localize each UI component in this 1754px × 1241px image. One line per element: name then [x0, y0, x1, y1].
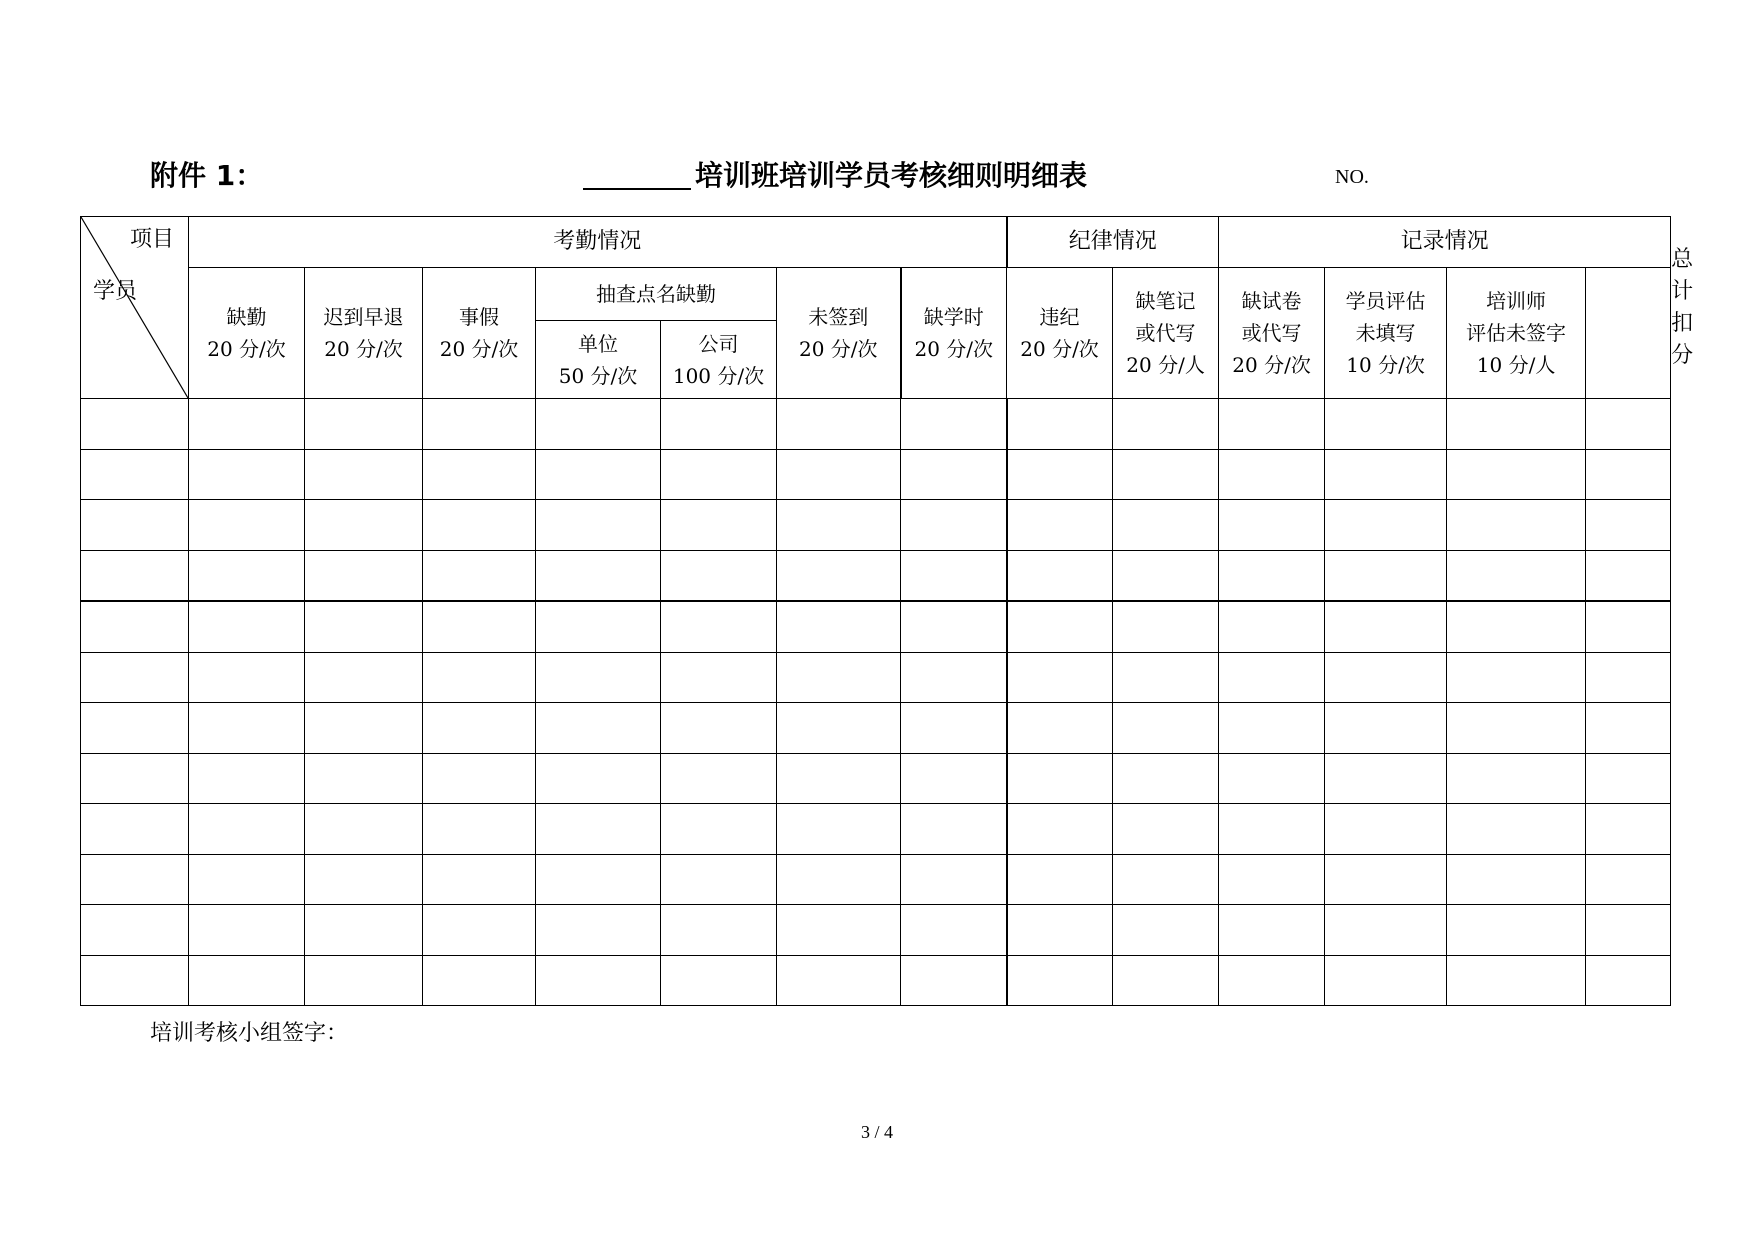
score-cell[interactable] — [189, 955, 305, 1006]
score-cell[interactable] — [423, 753, 536, 804]
score-cell[interactable] — [1586, 804, 1671, 855]
table-row — [81, 550, 1671, 601]
score-cell[interactable] — [777, 955, 901, 1006]
score-cell[interactable] — [1447, 399, 1586, 450]
score-cell[interactable] — [1007, 804, 1113, 855]
score-cell[interactable] — [189, 550, 305, 601]
score-cell[interactable] — [661, 703, 777, 754]
score-cell[interactable] — [1586, 601, 1671, 652]
score-cell[interactable] — [423, 703, 536, 754]
score-cell[interactable] — [777, 399, 901, 450]
score-cell[interactable] — [1219, 449, 1325, 500]
student-cell[interactable] — [81, 652, 189, 703]
col-leave-header: 事假 20 分/次 — [423, 268, 536, 399]
score-cell[interactable] — [901, 449, 1007, 500]
score-cell[interactable] — [305, 500, 423, 551]
score-cell[interactable] — [1007, 550, 1113, 601]
score-cell[interactable] — [1113, 500, 1219, 551]
score-cell[interactable] — [536, 550, 661, 601]
score-cell[interactable] — [661, 854, 777, 905]
score-cell[interactable] — [777, 804, 901, 855]
score-cell[interactable] — [661, 905, 777, 956]
student-cell[interactable] — [81, 804, 189, 855]
score-cell[interactable] — [901, 955, 1007, 1006]
score-cell[interactable] — [1325, 652, 1447, 703]
score-cell[interactable] — [1219, 500, 1325, 551]
score-cell[interactable] — [1219, 550, 1325, 601]
score-cell[interactable] — [777, 905, 901, 956]
score-cell[interactable] — [661, 955, 777, 1006]
col-absence-header: 缺勤 20 分/次 — [189, 268, 305, 399]
score-cell[interactable] — [661, 804, 777, 855]
score-cell[interactable] — [1447, 804, 1586, 855]
number-label: NO. — [1335, 166, 1369, 188]
score-cell[interactable] — [536, 652, 661, 703]
col-trainer-header: 培训师 评估未签字 10 分/人 — [1447, 268, 1586, 399]
score-cell[interactable] — [305, 652, 423, 703]
score-cell[interactable] — [189, 652, 305, 703]
score-cell[interactable] — [1325, 703, 1447, 754]
score-cell[interactable] — [1113, 652, 1219, 703]
score-cell[interactable] — [536, 804, 661, 855]
student-cell[interactable] — [81, 399, 189, 450]
score-cell[interactable] — [1007, 601, 1113, 652]
corner-header-cell — [81, 217, 189, 399]
title-blank-line — [583, 188, 691, 190]
score-cell[interactable] — [661, 652, 777, 703]
score-cell[interactable] — [1586, 500, 1671, 551]
annex-label: 附件 1： — [150, 159, 264, 192]
score-cell[interactable] — [536, 955, 661, 1006]
score-cell[interactable] — [1113, 601, 1219, 652]
score-cell[interactable] — [305, 955, 423, 1006]
score-cell[interactable] — [661, 500, 777, 551]
score-cell[interactable] — [1219, 905, 1325, 956]
col-exam-header: 缺试卷 或代写 20 分/次 — [1219, 268, 1325, 399]
table-row — [81, 955, 1671, 1006]
score-cell[interactable] — [901, 854, 1007, 905]
score-cell[interactable] — [777, 500, 901, 551]
score-cell[interactable] — [1447, 854, 1586, 905]
score-cell[interactable] — [189, 905, 305, 956]
score-cell[interactable] — [305, 449, 423, 500]
score-cell[interactable] — [1447, 449, 1586, 500]
score-cell[interactable] — [1586, 703, 1671, 754]
score-cell[interactable] — [901, 399, 1007, 450]
student-cell[interactable] — [81, 500, 189, 551]
score-cell[interactable] — [1113, 804, 1219, 855]
score-cell[interactable] — [1007, 955, 1113, 1006]
score-cell[interactable] — [189, 703, 305, 754]
score-cell[interactable] — [423, 399, 536, 450]
score-cell[interactable] — [189, 854, 305, 905]
score-cell[interactable] — [1007, 399, 1113, 450]
score-cell[interactable] — [1219, 804, 1325, 855]
score-cell[interactable] — [423, 905, 536, 956]
score-cell[interactable] — [305, 550, 423, 601]
score-cell[interactable] — [536, 601, 661, 652]
score-cell[interactable] — [1219, 955, 1325, 1006]
score-cell[interactable] — [901, 905, 1007, 956]
score-cell[interactable] — [1586, 905, 1671, 956]
table-row — [81, 703, 1671, 754]
student-cell[interactable] — [81, 905, 189, 956]
student-cell[interactable] — [81, 753, 189, 804]
score-cell[interactable] — [777, 449, 901, 500]
score-cell[interactable] — [1447, 652, 1586, 703]
assessment-table: 项目 学员 考勤情况 纪律情况 记录情况 总计 扣分 缺勤 20 分/次 迟到早退 20 分/次 事假 20 分/次 抽查点名缺勤 未签到 20 分/次 缺学时 20 分/次 违纪 20 分/次 缺笔记 或代写 20 分/人 缺试卷 或代写 20 分/次 学员评估 未填写 10 分/次 培训师 评估未签字 10 分/人 单位 50 分/次 公司 100 分/次 — [80, 216, 1671, 1006]
score-cell[interactable] — [1586, 449, 1671, 500]
score-cell[interactable] — [189, 601, 305, 652]
score-cell[interactable] — [305, 753, 423, 804]
table-row — [81, 652, 1671, 703]
score-cell[interactable] — [536, 854, 661, 905]
score-cell[interactable] — [1113, 449, 1219, 500]
student-cell[interactable] — [81, 854, 189, 905]
score-cell[interactable] — [189, 753, 305, 804]
table-row — [81, 753, 1671, 804]
score-cell[interactable] — [536, 449, 661, 500]
score-cell[interactable] — [1325, 601, 1447, 652]
score-cell[interactable] — [1007, 652, 1113, 703]
score-cell[interactable] — [777, 601, 901, 652]
score-cell[interactable] — [536, 500, 661, 551]
col-late-header: 迟到早退 20 分/次 — [305, 268, 423, 399]
score-cell[interactable] — [1007, 905, 1113, 956]
score-cell[interactable] — [1219, 703, 1325, 754]
score-cell[interactable] — [901, 601, 1007, 652]
score-cell[interactable] — [1219, 753, 1325, 804]
signature-label: 培训考核小组签字： — [150, 1021, 349, 1046]
table-row — [81, 399, 1671, 450]
score-cell[interactable] — [1325, 854, 1447, 905]
score-cell[interactable] — [305, 905, 423, 956]
score-cell[interactable] — [1447, 753, 1586, 804]
score-cell[interactable] — [305, 601, 423, 652]
form-title: 培训班培训学员考核细则明细表 — [695, 159, 1088, 192]
student-cell[interactable] — [81, 955, 189, 1006]
score-cell[interactable] — [777, 753, 901, 804]
score-cell[interactable] — [189, 804, 305, 855]
score-cell[interactable] — [901, 753, 1007, 804]
score-cell[interactable] — [305, 703, 423, 754]
score-cell[interactable] — [777, 854, 901, 905]
group-discipline-header: 纪律情况 — [1007, 217, 1219, 268]
student-cell[interactable] — [81, 550, 189, 601]
table-row — [81, 854, 1671, 905]
score-cell[interactable] — [777, 550, 901, 601]
score-cell[interactable] — [189, 449, 305, 500]
score-cell[interactable] — [1113, 550, 1219, 601]
col-unit-header: 单位 50 分/次 — [536, 321, 661, 399]
score-cell[interactable] — [423, 550, 536, 601]
score-cell[interactable] — [1113, 399, 1219, 450]
score-cell[interactable] — [1113, 703, 1219, 754]
col-notes-header: 缺笔记 或代写 20 分/人 — [1113, 268, 1219, 399]
score-cell[interactable] — [1325, 399, 1447, 450]
col-missing-hours-header: 缺学时 20 分/次 — [901, 268, 1007, 399]
score-cell[interactable] — [1325, 449, 1447, 500]
score-cell[interactable] — [661, 399, 777, 450]
score-cell[interactable] — [423, 955, 536, 1006]
score-cell[interactable] — [1007, 753, 1113, 804]
group-attendance-header: 考勤情况 — [189, 217, 1007, 268]
corner-student-label: 学员 — [93, 279, 138, 304]
score-cell[interactable] — [661, 449, 777, 500]
score-cell[interactable] — [536, 703, 661, 754]
score-cell[interactable] — [1113, 854, 1219, 905]
score-cell[interactable] — [1586, 955, 1671, 1006]
score-cell[interactable] — [1447, 905, 1586, 956]
score-cell[interactable] — [423, 601, 536, 652]
score-cell[interactable] — [305, 399, 423, 450]
score-cell[interactable] — [1325, 955, 1447, 1006]
score-cell[interactable] — [305, 804, 423, 855]
page-number: 3 / 4 — [860, 1122, 893, 1142]
score-cell[interactable] — [1007, 449, 1113, 500]
table-row — [81, 601, 1671, 652]
score-cell[interactable] — [423, 804, 536, 855]
score-cell[interactable] — [1113, 955, 1219, 1006]
table-row — [81, 500, 1671, 551]
score-cell[interactable] — [1447, 601, 1586, 652]
score-cell[interactable] — [305, 854, 423, 905]
student-cell[interactable] — [81, 449, 189, 500]
score-cell[interactable] — [1325, 905, 1447, 956]
table-row — [81, 449, 1671, 500]
score-cell[interactable] — [1325, 804, 1447, 855]
score-cell[interactable] — [1007, 854, 1113, 905]
table-row — [81, 905, 1671, 956]
score-cell[interactable] — [536, 905, 661, 956]
col-eval-header: 学员评估 未填写 10 分/次 — [1325, 268, 1447, 399]
score-cell[interactable] — [536, 753, 661, 804]
score-cell[interactable] — [661, 753, 777, 804]
score-cell[interactable] — [1447, 550, 1586, 601]
score-cell[interactable] — [1447, 955, 1586, 1006]
score-cell[interactable] — [777, 652, 901, 703]
score-cell[interactable] — [901, 550, 1007, 601]
score-cell[interactable] — [777, 703, 901, 754]
score-cell[interactable] — [1219, 652, 1325, 703]
score-cell[interactable] — [1113, 753, 1219, 804]
score-cell[interactable] — [661, 601, 777, 652]
col-company-header: 公司 100 分/次 — [661, 321, 777, 399]
table-row — [81, 804, 1671, 855]
score-cell[interactable] — [1586, 652, 1671, 703]
score-cell[interactable] — [423, 449, 536, 500]
score-cell[interactable] — [1219, 854, 1325, 905]
student-cell[interactable] — [81, 703, 189, 754]
score-cell[interactable] — [1586, 753, 1671, 804]
score-cell[interactable] — [1113, 905, 1219, 956]
student-cell[interactable] — [81, 601, 189, 652]
score-cell[interactable] — [1219, 601, 1325, 652]
spot-check-header: 抽查点名缺勤 — [536, 268, 777, 321]
score-cell[interactable] — [901, 804, 1007, 855]
group-records-header: 记录情况 — [1219, 217, 1671, 268]
score-cell[interactable] — [423, 652, 536, 703]
score-cell[interactable] — [1447, 500, 1586, 551]
score-cell[interactable] — [189, 399, 305, 450]
score-cell[interactable] — [1586, 399, 1671, 450]
col-unsigned-header: 未签到 20 分/次 — [777, 268, 901, 399]
score-cell[interactable] — [1325, 550, 1447, 601]
score-cell[interactable] — [1007, 703, 1113, 754]
score-cell[interactable] — [1007, 500, 1113, 551]
score-cell[interactable] — [901, 500, 1007, 551]
score-cell[interactable] — [1586, 854, 1671, 905]
score-cell[interactable] — [901, 652, 1007, 703]
corner-item-label: 项目 — [129, 227, 174, 252]
score-cell[interactable] — [536, 399, 661, 450]
score-cell[interactable] — [901, 703, 1007, 754]
table-body — [81, 399, 1671, 1006]
score-cell[interactable] — [1219, 399, 1325, 450]
score-cell[interactable] — [423, 854, 536, 905]
score-cell[interactable] — [1586, 550, 1671, 601]
score-cell[interactable] — [189, 500, 305, 551]
col-violation-header: 违纪 20 分/次 — [1007, 268, 1113, 399]
score-cell[interactable] — [1325, 753, 1447, 804]
score-cell[interactable] — [1447, 703, 1586, 754]
score-cell[interactable] — [1325, 500, 1447, 551]
score-cell[interactable] — [423, 500, 536, 551]
score-cell[interactable] — [661, 550, 777, 601]
